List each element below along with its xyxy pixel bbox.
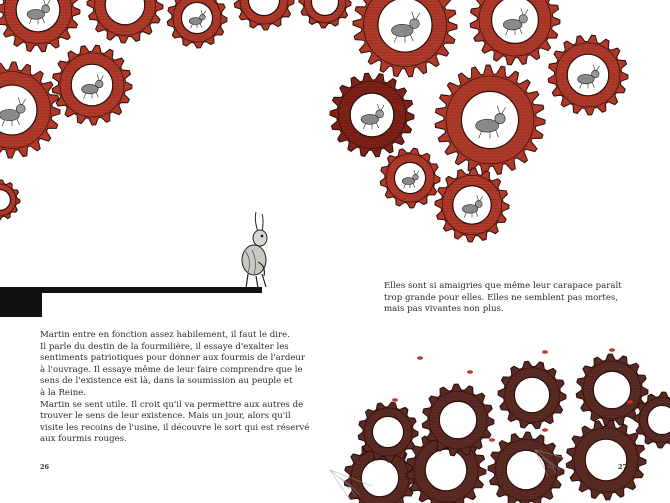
text-line: Il parle du destin de la fourmilière, il essaye d'exalter les: [40, 341, 289, 352]
gear: [330, 73, 414, 157]
gear: [0, 62, 60, 158]
gear: [488, 432, 564, 503]
gear: [0, 0, 80, 52]
red-ant: [627, 400, 633, 404]
gear: [52, 45, 132, 125]
text-line: trouver le sens de leur existence. Mais un jour, alors qu'il: [40, 411, 291, 422]
red-ant: [417, 356, 423, 360]
text-line: aux fourmis rouges.: [40, 434, 127, 445]
ledge-block: [0, 293, 42, 317]
text-line: visite les recoins de l'usine, il découvre le sort qui est réservé: [40, 422, 310, 433]
text-line: à l'ouvrage. Il essaye même de leur faire comprendre que le: [40, 364, 303, 375]
gear: [380, 148, 440, 208]
gear: [0, 180, 20, 220]
text-line: sentiments patriotiques pour donner aux fourmis de l'ardeur: [40, 353, 306, 364]
gear: [470, 0, 560, 65]
gear: [548, 35, 628, 115]
martin-ant-figure: [242, 212, 267, 288]
red-ant: [542, 428, 548, 432]
text-line: Martin se sent utile. Il croit qu'il va permettre aux autres de: [40, 399, 304, 410]
gear: [435, 65, 545, 175]
text-line: sens de l'existence est là, dans la soumission au peuple et: [40, 376, 293, 387]
gear: [435, 168, 509, 242]
gear: [353, 0, 457, 77]
left-page-paragraph: [40, 330, 309, 446]
red-ant: [489, 438, 495, 442]
gear: [234, 0, 294, 30]
text-line: Martin entre en fonction assez habilement, il faut le dire.: [40, 330, 290, 340]
red-ant: [542, 350, 548, 354]
text-line: Elles sont si amaigries que même leur carapace paraît: [384, 281, 622, 291]
right-page-paragraph: [384, 281, 622, 316]
red-ant: [609, 348, 615, 352]
gear: [299, 0, 351, 28]
text-line: trop grande pour elles. Elles ne semblent pas mortes,: [384, 292, 619, 303]
gear: [498, 361, 566, 429]
bottom-gear-cluster: [344, 348, 670, 503]
page-number-left: 26: [40, 463, 50, 471]
page-number-right: 27: [618, 463, 628, 471]
ledge-bar: [0, 287, 262, 293]
red-ant: [467, 370, 473, 374]
text-line: mais pas vivantes non plus.: [384, 304, 504, 315]
top-gear-cluster: [0, 0, 628, 242]
gear: [87, 0, 163, 43]
red-ant: [392, 398, 398, 402]
gear: [167, 0, 227, 48]
gear: [566, 420, 646, 500]
text-line: à la Reine.: [40, 387, 87, 398]
